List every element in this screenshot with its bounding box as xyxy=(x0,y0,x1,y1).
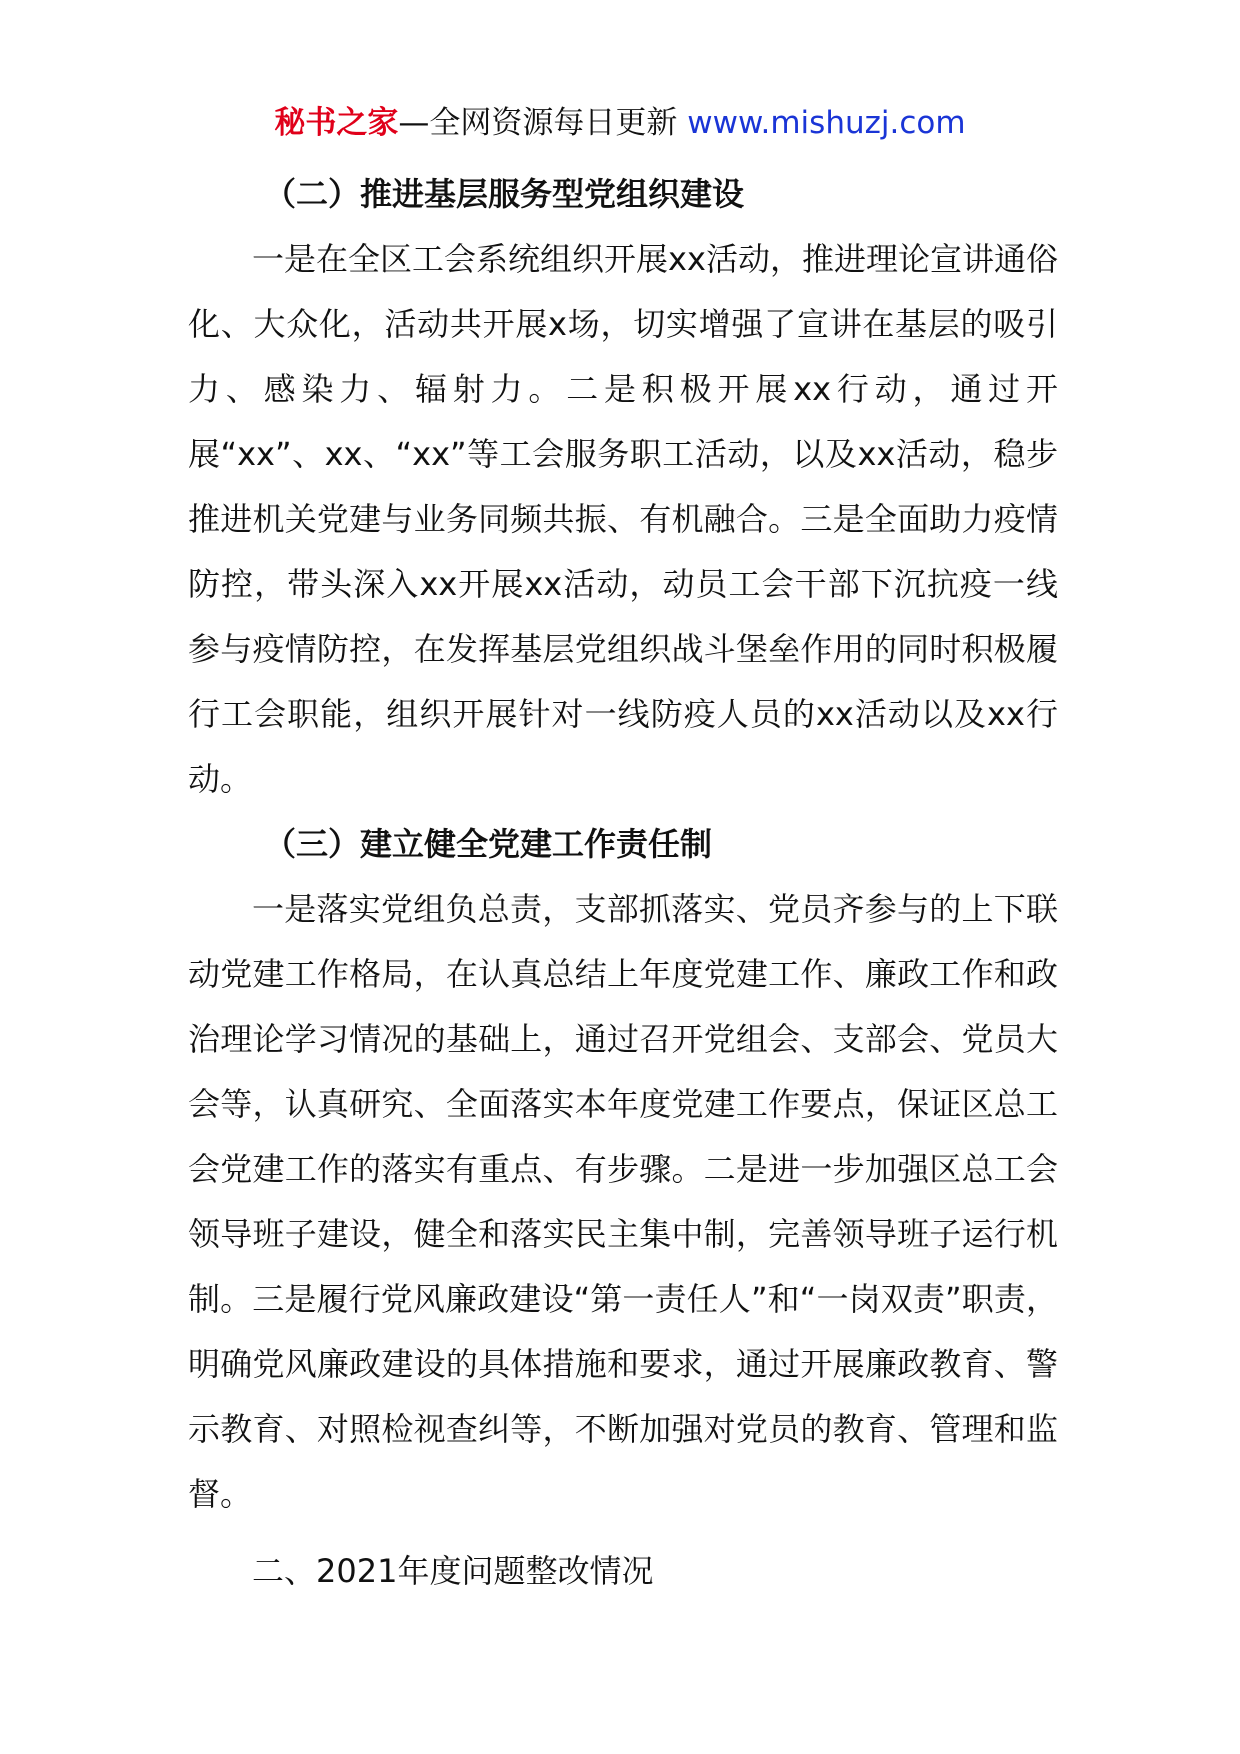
section-heading: 二、2021年度问题整改情况 xyxy=(252,1552,654,1590)
banner-slogan: —全网资源每日更新 xyxy=(398,105,678,141)
paragraph-2: 一是在全区工会系统组织开展xx活动，推进理论宣讲通俗化、大众化，活动共开展x场，切实增强了宣讲在基层的吸引力、感染力、辐射力。二是积极开展xx行动，通过开展“xx”、xx、“xx”等工会服务职工活动，以及xx活动，稳步推进机关党建与业务同频共振、有机融合。三是全面助力疫情防控，带头深入xx开展xx活动，动员工会干部下沉抗疫一线参与疫情防控，在发挥基层党组织战斗堡垒作用的同时积极履行工会职能，组织开展针对一线防疫人员的xx活动以及xx行动。 xyxy=(188,240,1058,798)
subheading-2: （二）推进基层服务型党组织建设 xyxy=(264,175,745,213)
document-body xyxy=(188,162,1058,1604)
paragraph-3: 一是落实党组负总责，支部抓落实、党员齐参与的上下联动党建工作格局，在认真总结上年度党建工作、廉政工作和政治理论学习情况的基础上，通过召开党组会、支部会、党员大会等，认真研究、全面落实本年度党建工作要点，保证区总工会党建工作的落实有重点、有步骤。二是进一步加强区总工会领导班子建设，健全和落实民主集中制，完善领导班子运行机制。三是履行党风廉政建设“第一责任人”和“一岗双责”职责，明确党风廉政建设的具体措施和要求，通过开展廉政教育、警示教育、对照检视查纠等，不断加强对党员的教育、管理和监督。 xyxy=(188,890,1058,1513)
subheading-3: （三）建立健全党建工作责任制 xyxy=(264,825,713,863)
banner-url-link[interactable]: www.mishuzj.com xyxy=(687,105,966,141)
site-banner xyxy=(0,98,1240,148)
banner-brand: 秘书之家 xyxy=(274,105,399,141)
